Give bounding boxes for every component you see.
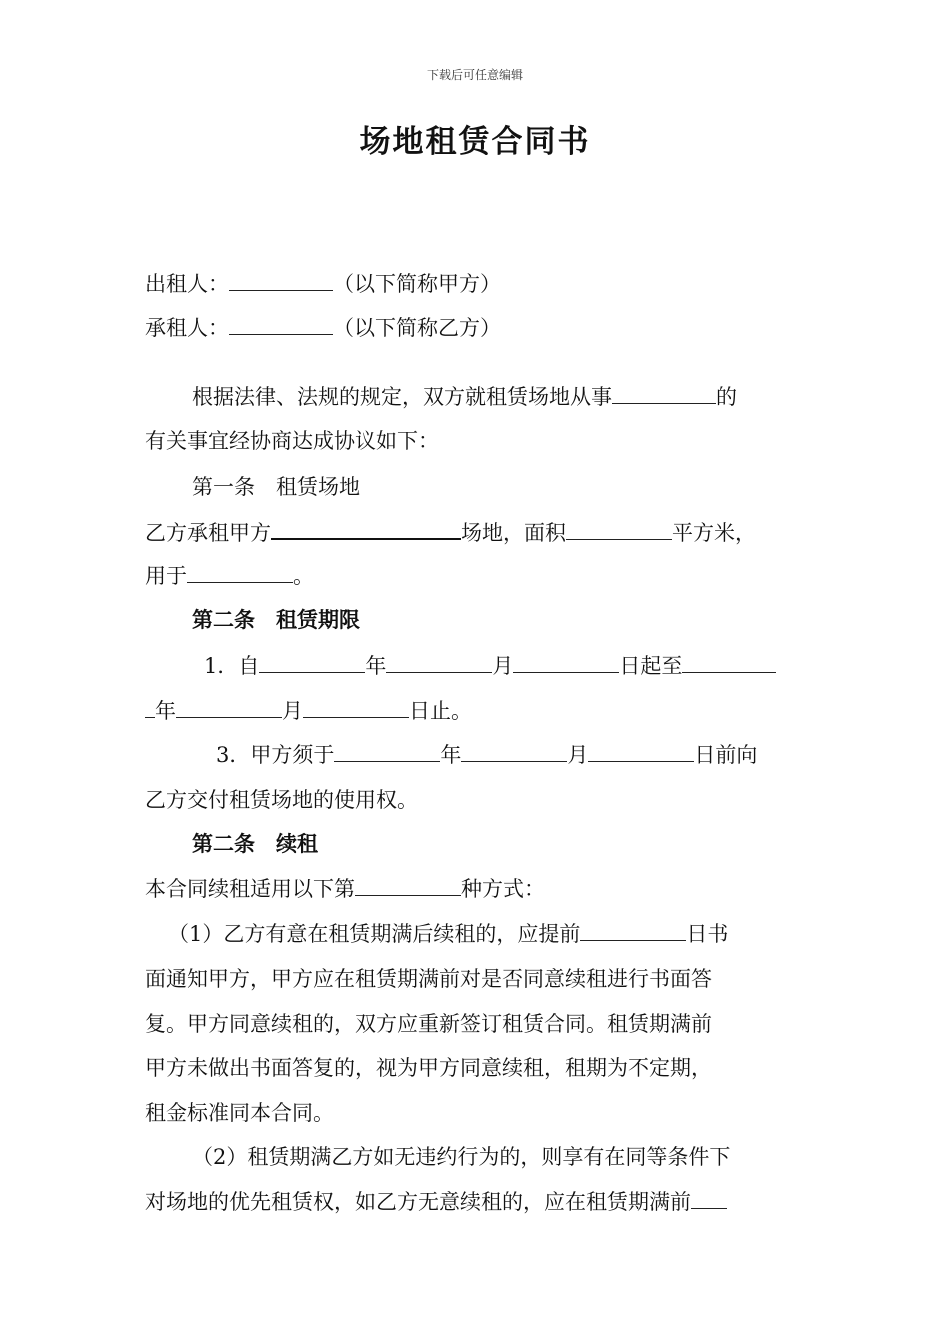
article2-heading: 第二条 租赁期限 [192,607,360,632]
usage-blank[interactable] [187,562,293,583]
article2-item1-line-1 [204,652,776,680]
article1-heading: 第一条 租赁场地 [192,475,360,499]
end-year-blank-a[interactable] [682,652,776,673]
year-label: 年 [365,654,387,678]
start-day-blank[interactable] [513,652,619,673]
notice-days-blank[interactable] [580,920,686,941]
article1-line-2 [145,562,314,590]
article3-heading: 第二条 续租 [192,831,318,856]
renewal-p2-line-1: （2）租赁期满乙方如无违约行为的，则享有在同等条件下 [192,1145,731,1169]
document-title: 场地租赁合同书 [359,124,591,160]
article3-lead-1: 本合同续租适用以下第 [145,877,355,901]
end-year-blank-b[interactable] [145,697,155,718]
lessee-line [145,314,501,342]
renewal-p1-line-3: 复。甲方同意续租的，双方应重新签订租赁合同。租赁期满前 [145,1012,712,1036]
day-end-label: 日止。 [409,699,472,723]
year-label-2: 年 [155,699,176,723]
end-day-blank[interactable] [303,697,409,718]
article1-text-1: 乙方承租甲方 [145,521,271,545]
article2-item3-line-1 [216,741,757,769]
end-month-blank[interactable] [176,697,282,718]
start-year-blank[interactable] [259,652,365,673]
renewal-p2-line-2 [145,1188,727,1216]
lessor-line [145,270,501,298]
article3-lead [145,875,545,903]
renewal-p1-line-2: 面通知甲方，甲方应在租赁期满前对是否同意续租进行书面答 [145,967,712,991]
intro-line-1 [192,383,737,411]
year-label-3: 年 [440,743,462,767]
month-label-2: 月 [282,699,303,723]
site-name-blank[interactable] [271,518,461,540]
renewal-p1-text-b: 日书 [686,922,729,946]
area-blank[interactable] [566,519,672,540]
lessee-suffix: （以下简称乙方） [333,316,501,340]
delivery-month-blank[interactable] [461,741,567,762]
item1-number: 1．自 [204,654,260,678]
header-note: 下载后可任意编辑 [426,68,523,82]
article2-item1-line-2 [145,697,472,725]
lessee-label: 承租人： [145,316,229,340]
article1-line-1 [145,518,756,547]
renewal-p1-text-a: （1）乙方有意在租赁期满后续租的，应提前 [168,922,581,946]
method-number-blank[interactable] [355,875,461,896]
renewal-p1-line-4: 甲方未做出书面答复的，视为甲方同意续租，租期为不定期， [145,1056,712,1080]
delivery-year-blank[interactable] [334,741,440,762]
renewal-p2-text: 对场地的优先租赁权，如乙方无意续租的，应在租赁期满前 [145,1190,691,1214]
lessor-label: 出租人： [145,272,229,296]
start-month-blank[interactable] [386,652,492,673]
renewal-p1-line-5: 租金标准同本合同。 [145,1101,334,1125]
renewal-p1-line-1 [168,920,728,948]
intro-text-2: 的 [716,385,737,409]
business-blank[interactable] [612,383,716,404]
article1-text-2: 场地，面积 [461,521,566,545]
delivery-day-blank[interactable] [588,741,694,762]
item3-number: 3．甲方须于 [216,743,335,767]
article1-text-4: 用于 [145,564,187,588]
article1-text-3: 平方米， [672,521,756,545]
lessee-blank[interactable] [229,314,333,335]
lessor-blank[interactable] [229,270,333,291]
month-label-3: 月 [567,743,589,767]
day-from-label: 日起至 [619,654,683,678]
intro-text-1: 根据法律、法规的规定，双方就租赁场地从事 [192,385,612,409]
lessor-suffix: （以下简称甲方） [333,272,501,296]
day-before-label: 日前向 [694,743,758,767]
article1-text-5: 。 [293,564,314,588]
intro-line-2: 有关事宜经协商达成协议如下： [145,429,439,453]
article2-item3-line-2: 乙方交付租赁场地的使用权。 [145,788,418,812]
renewal-notice-blank[interactable] [691,1188,727,1209]
month-label: 月 [492,654,514,678]
article3-lead-2: 种方式： [461,877,545,901]
